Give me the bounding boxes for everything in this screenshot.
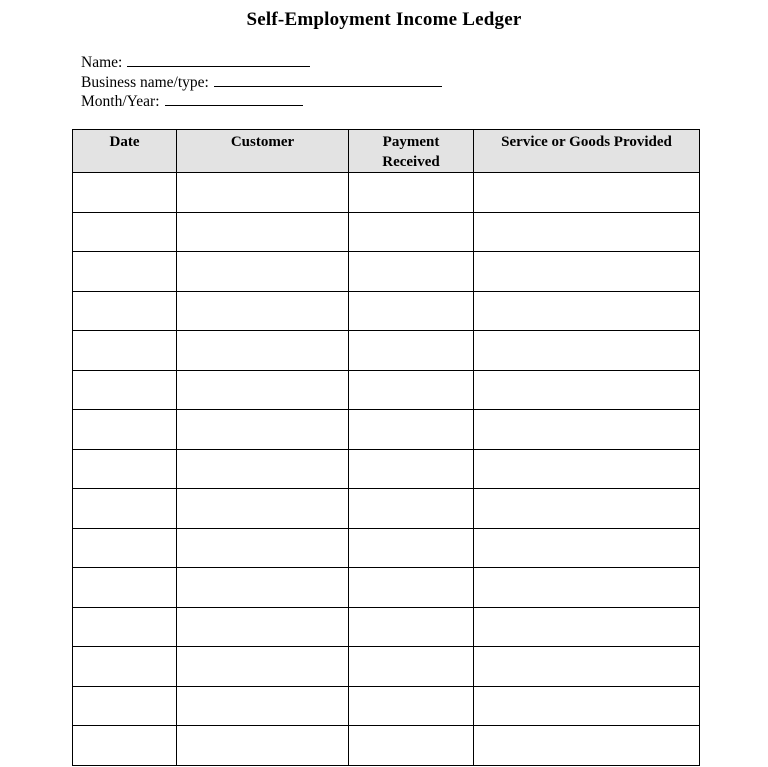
service-cell[interactable]	[474, 686, 700, 726]
payment-cell[interactable]	[349, 173, 474, 213]
payment-cell[interactable]	[349, 528, 474, 568]
table-header-row	[73, 130, 700, 173]
customer-cell[interactable]	[177, 252, 349, 292]
payment-cell[interactable]	[349, 212, 474, 252]
column-header-date: Date	[73, 130, 177, 173]
customer-cell[interactable]	[177, 410, 349, 450]
payment-cell[interactable]	[349, 686, 474, 726]
name-field-label: Name:	[81, 54, 123, 71]
table-body	[73, 173, 700, 766]
customer-cell[interactable]	[177, 607, 349, 647]
date-cell[interactable]	[73, 410, 177, 450]
column-header-customer: Customer	[177, 130, 349, 173]
service-cell[interactable]	[474, 568, 700, 608]
table-row	[73, 528, 700, 568]
date-cell[interactable]	[73, 449, 177, 489]
payment-cell[interactable]	[349, 410, 474, 450]
table-row	[73, 212, 700, 252]
date-cell[interactable]	[73, 370, 177, 410]
date-cell[interactable]	[73, 291, 177, 331]
table-row	[73, 252, 700, 292]
business-field-blank[interactable]	[214, 73, 442, 87]
service-cell[interactable]	[474, 212, 700, 252]
date-cell[interactable]	[73, 489, 177, 529]
payment-cell[interactable]	[349, 252, 474, 292]
customer-cell[interactable]	[177, 331, 349, 371]
payment-received-label: Payment Received	[382, 134, 440, 170]
table-row	[73, 726, 700, 766]
table-row	[73, 291, 700, 331]
business-field	[81, 73, 442, 93]
month-year-field	[81, 92, 442, 112]
name-field-blank[interactable]	[127, 53, 310, 67]
service-cell[interactable]	[474, 489, 700, 529]
service-cell[interactable]	[474, 410, 700, 450]
date-cell[interactable]	[73, 568, 177, 608]
service-cell[interactable]	[474, 449, 700, 489]
customer-cell[interactable]	[177, 212, 349, 252]
customer-cell[interactable]	[177, 489, 349, 529]
table-row	[73, 173, 700, 213]
payment-cell[interactable]	[349, 568, 474, 608]
date-cell[interactable]	[73, 686, 177, 726]
payment-cell[interactable]	[349, 331, 474, 371]
business-field-label: Business name/type:	[81, 73, 209, 91]
service-cell[interactable]	[474, 370, 700, 410]
date-cell[interactable]	[73, 252, 177, 292]
service-cell[interactable]	[474, 173, 700, 213]
payment-cell[interactable]	[349, 449, 474, 489]
date-cell[interactable]	[73, 173, 177, 213]
customer-cell[interactable]	[177, 449, 349, 489]
service-cell[interactable]	[474, 528, 700, 568]
payment-cell[interactable]	[349, 607, 474, 647]
payment-cell[interactable]	[349, 370, 474, 410]
table-row	[73, 331, 700, 371]
date-cell[interactable]	[73, 212, 177, 252]
income-ledger-table	[72, 129, 700, 766]
table-row	[73, 449, 700, 489]
table-row	[73, 489, 700, 529]
table-row	[73, 568, 700, 608]
table-row	[73, 410, 700, 450]
month-year-field-blank[interactable]	[165, 92, 303, 106]
date-cell[interactable]	[73, 647, 177, 687]
table-row	[73, 647, 700, 687]
date-cell[interactable]	[73, 331, 177, 371]
customer-cell[interactable]	[177, 173, 349, 213]
date-cell[interactable]	[73, 726, 177, 766]
service-cell[interactable]	[474, 252, 700, 292]
date-cell[interactable]	[73, 528, 177, 568]
table-row	[73, 686, 700, 726]
month-year-field-label: Month/Year:	[81, 93, 160, 110]
table-row	[73, 370, 700, 410]
service-cell[interactable]	[474, 726, 700, 766]
header-fields	[81, 53, 442, 112]
column-header-service-goods: Service or Goods Provided	[474, 130, 700, 173]
customer-cell[interactable]	[177, 568, 349, 608]
payment-cell[interactable]	[349, 726, 474, 766]
service-cell[interactable]	[474, 607, 700, 647]
customer-cell[interactable]	[177, 370, 349, 410]
date-cell[interactable]	[73, 607, 177, 647]
customer-cell[interactable]	[177, 291, 349, 331]
document-title: Self-Employment Income Ledger	[246, 9, 522, 30]
column-header-payment-received	[349, 130, 474, 173]
payment-cell[interactable]	[349, 489, 474, 529]
payment-cell[interactable]	[349, 647, 474, 687]
customer-cell[interactable]	[177, 686, 349, 726]
name-field	[81, 53, 442, 73]
customer-cell[interactable]	[177, 528, 349, 568]
payment-cell[interactable]	[349, 291, 474, 331]
table-row	[73, 607, 700, 647]
service-cell[interactable]	[474, 331, 700, 371]
service-cell[interactable]	[474, 647, 700, 687]
service-cell[interactable]	[474, 291, 700, 331]
customer-cell[interactable]	[177, 726, 349, 766]
customer-cell[interactable]	[177, 647, 349, 687]
